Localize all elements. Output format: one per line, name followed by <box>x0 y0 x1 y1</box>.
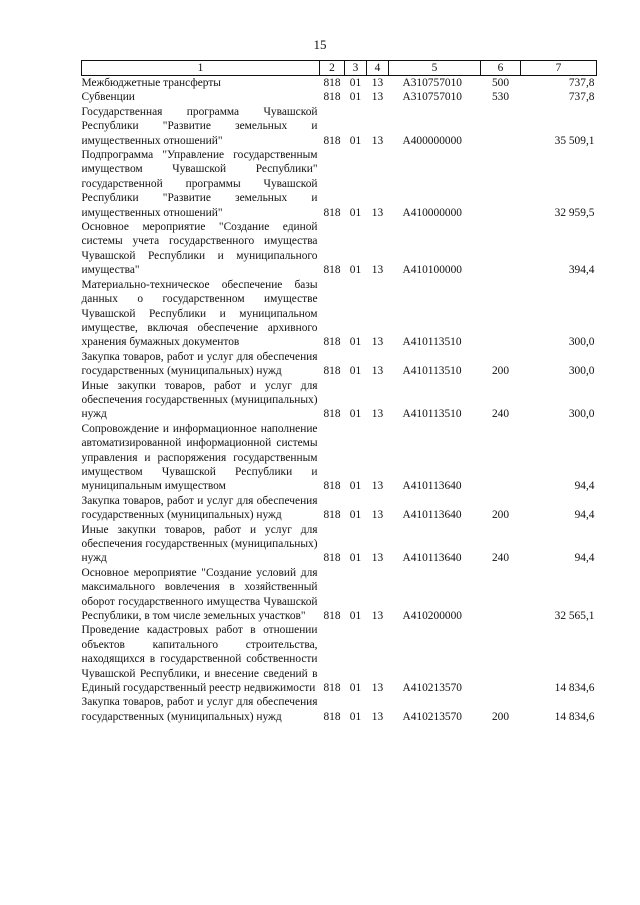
ministry-code-cell: 818 <box>323 509 341 522</box>
target-article-cell: А310757010 <box>402 91 462 104</box>
amount-cell: 14 834,6 <box>554 710 595 723</box>
section-code-cell: 01 <box>349 710 362 723</box>
target-article-cell: А410213570 <box>402 682 462 695</box>
table-row <box>82 76 597 91</box>
amount-cell: 737,8 <box>568 77 595 89</box>
table-row <box>82 494 597 523</box>
amount-cell: 300,0 <box>568 365 595 378</box>
section-code-cell: 01 <box>349 134 362 147</box>
table-row <box>82 523 597 566</box>
ministry-code-cell: 818 <box>323 134 341 147</box>
ministry-code-cell: 818 <box>323 480 341 493</box>
table-header-row <box>82 61 597 76</box>
ministry-code-cell: 818 <box>323 336 341 349</box>
section-code-cell: 01 <box>349 509 362 522</box>
row-name-cell: Иные закупки товаров, работ и услуг для обеспечения государственных (муниципальных) нужд <box>81 379 318 421</box>
subsection-code-cell: 13 <box>371 710 384 723</box>
subsection-code-cell: 13 <box>371 509 384 522</box>
target-article-cell: А410113640 <box>402 480 462 493</box>
expense-type-cell <box>481 220 521 278</box>
expense-type-cell: 240 <box>491 552 510 565</box>
target-article-cell: А410113640 <box>402 509 462 522</box>
section-code-cell: 01 <box>349 91 362 104</box>
subsection-code-cell: 13 <box>371 365 384 378</box>
section-code-cell: 01 <box>349 408 362 421</box>
subsection-code-cell: 13 <box>371 77 384 89</box>
table-row <box>82 379 597 422</box>
column-header: 4 <box>367 61 389 76</box>
section-code-cell: 01 <box>349 77 362 89</box>
column-header: 3 <box>345 61 367 76</box>
row-name-cell: Основное мероприятие "Создание условий для максимального вовлечения в хозяйственный оборот государственного имущества Чувашской Республики, в том числе земельных участков" <box>81 566 318 623</box>
row-name-cell: Материально-техническое обеспечение базы данных о государственном имуществе Чувашской Республики и муниципальном имуществе, включая обеспечение архивного хранения бумажных документов <box>81 278 318 349</box>
section-code-cell: 01 <box>349 480 362 493</box>
table-body <box>82 76 597 725</box>
subsection-code-cell: 13 <box>371 480 384 493</box>
amount-cell: 32 959,5 <box>554 206 595 219</box>
ministry-code-cell: 818 <box>323 206 341 219</box>
table-row <box>82 278 597 350</box>
amount-cell: 14 834,6 <box>554 682 595 695</box>
expense-type-cell: 200 <box>491 365 510 378</box>
amount-cell: 94,4 <box>574 509 595 522</box>
expense-type-cell: 200 <box>491 710 510 723</box>
expense-type-cell <box>481 105 521 148</box>
table-row <box>82 220 597 278</box>
target-article-cell: А410000000 <box>402 206 462 219</box>
subsection-code-cell: 13 <box>371 206 384 219</box>
table-row <box>82 105 597 148</box>
table-row <box>82 148 597 220</box>
row-name-cell: Проведение кадастровых работ в отношении объектов капитального строительства, находящихся в государственной собственности Чувашской Республики, и внесение сведений в Единый государственный реестр недвижимости <box>81 624 318 695</box>
row-name-cell: Закупка товаров, работ и услуг для обеспечения государственных (муниципальных) нужд <box>81 696 318 723</box>
section-code-cell: 01 <box>349 264 362 277</box>
row-name-cell: Межбюджетные трансферты <box>81 77 221 89</box>
ministry-code-cell: 818 <box>323 77 341 89</box>
subsection-code-cell: 13 <box>371 408 384 421</box>
amount-cell: 300,0 <box>568 408 595 421</box>
target-article-cell: А410113510 <box>402 365 462 378</box>
target-article-cell: А410213570 <box>402 710 462 723</box>
target-article-cell: А410113640 <box>402 552 462 565</box>
target-article-cell: А400000000 <box>402 134 462 147</box>
ministry-code-cell: 818 <box>323 610 341 623</box>
ministry-code-cell: 818 <box>323 552 341 565</box>
row-name-cell: Сопровождение и информационное наполнение автоматизированной информационной системы управления и распоряжения государственным имуществом Чувашской Республики и муниципальным имуществом <box>81 422 318 493</box>
section-code-cell: 01 <box>349 206 362 219</box>
table-row <box>82 90 597 104</box>
expense-type-cell: 500 <box>491 77 510 89</box>
section-code-cell: 01 <box>349 336 362 349</box>
subsection-code-cell: 13 <box>371 264 384 277</box>
column-header: 2 <box>320 61 345 76</box>
row-name-cell: Закупка товаров, работ и услуг для обеспечения государственных (муниципальных) нужд <box>81 350 318 378</box>
amount-cell: 737,8 <box>568 91 595 104</box>
budget-table <box>81 60 597 724</box>
target-article-cell: А410113510 <box>402 408 462 421</box>
table-row <box>82 350 597 379</box>
amount-cell: 35 509,1 <box>554 134 595 147</box>
amount-cell: 300,0 <box>568 336 595 349</box>
amount-cell: 32 565,1 <box>554 610 595 623</box>
table-row <box>82 623 597 695</box>
amount-cell: 94,4 <box>574 480 595 493</box>
table-row <box>82 566 597 624</box>
column-header: 1 <box>82 61 320 76</box>
subsection-code-cell: 13 <box>371 682 384 695</box>
ministry-code-cell: 818 <box>323 91 341 104</box>
row-name-cell: Субвенции <box>81 91 135 104</box>
ministry-code-cell: 818 <box>323 365 341 378</box>
section-code-cell: 01 <box>349 365 362 378</box>
amount-cell: 94,4 <box>574 552 595 565</box>
subsection-code-cell: 13 <box>371 134 384 147</box>
page-number: 15 <box>313 37 327 52</box>
row-name-cell: Иные закупки товаров, работ и услуг для обеспечения государственных (муниципальных) нужд <box>81 523 318 565</box>
section-code-cell: 01 <box>349 552 362 565</box>
amount-cell: 394,4 <box>568 264 595 277</box>
target-article-cell: А410100000 <box>402 264 462 277</box>
row-name-cell: Закупка товаров, работ и услуг для обеспечения государственных (муниципальных) нужд <box>81 494 318 522</box>
column-header: 5 <box>389 61 481 76</box>
expense-type-cell: 240 <box>491 408 510 421</box>
subsection-code-cell: 13 <box>371 336 384 349</box>
target-article-cell: А410113510 <box>402 336 462 349</box>
table-row <box>82 695 597 724</box>
expense-type-cell: 530 <box>491 91 510 104</box>
ministry-code-cell: 818 <box>323 264 341 277</box>
expense-type-cell <box>481 278 521 350</box>
subsection-code-cell: 13 <box>371 552 384 565</box>
ministry-code-cell: 818 <box>323 408 341 421</box>
subsection-code-cell: 13 <box>371 91 384 104</box>
ministry-code-cell: 818 <box>323 710 341 723</box>
expense-type-cell: 200 <box>491 509 510 522</box>
row-name-cell: Подпрограмма "Управление государственным имуществом Чувашской Республики" государственной программы Чувашской Республики "Развитие земельных и имущественных отношений" <box>81 149 318 219</box>
target-article-cell: А410200000 <box>402 610 462 623</box>
expense-type-cell <box>481 623 521 695</box>
row-name-cell: Государственная программа Чувашской Республики "Развитие земельных и имущественных отношений" <box>81 105 318 147</box>
column-header: 6 <box>481 61 521 76</box>
expense-type-cell <box>481 148 521 220</box>
target-article-cell: А310757010 <box>402 77 462 89</box>
column-header: 7 <box>521 61 597 76</box>
ministry-code-cell: 818 <box>323 682 341 695</box>
row-name-cell: Основное мероприятие "Создание единой системы учета государственного имущества Чувашской Республики и муниципального имущества" <box>81 221 318 277</box>
section-code-cell: 01 <box>349 682 362 695</box>
subsection-code-cell: 13 <box>371 610 384 623</box>
expense-type-cell <box>481 422 521 494</box>
expense-type-cell <box>481 566 521 624</box>
section-code-cell: 01 <box>349 610 362 623</box>
table-row <box>82 422 597 494</box>
